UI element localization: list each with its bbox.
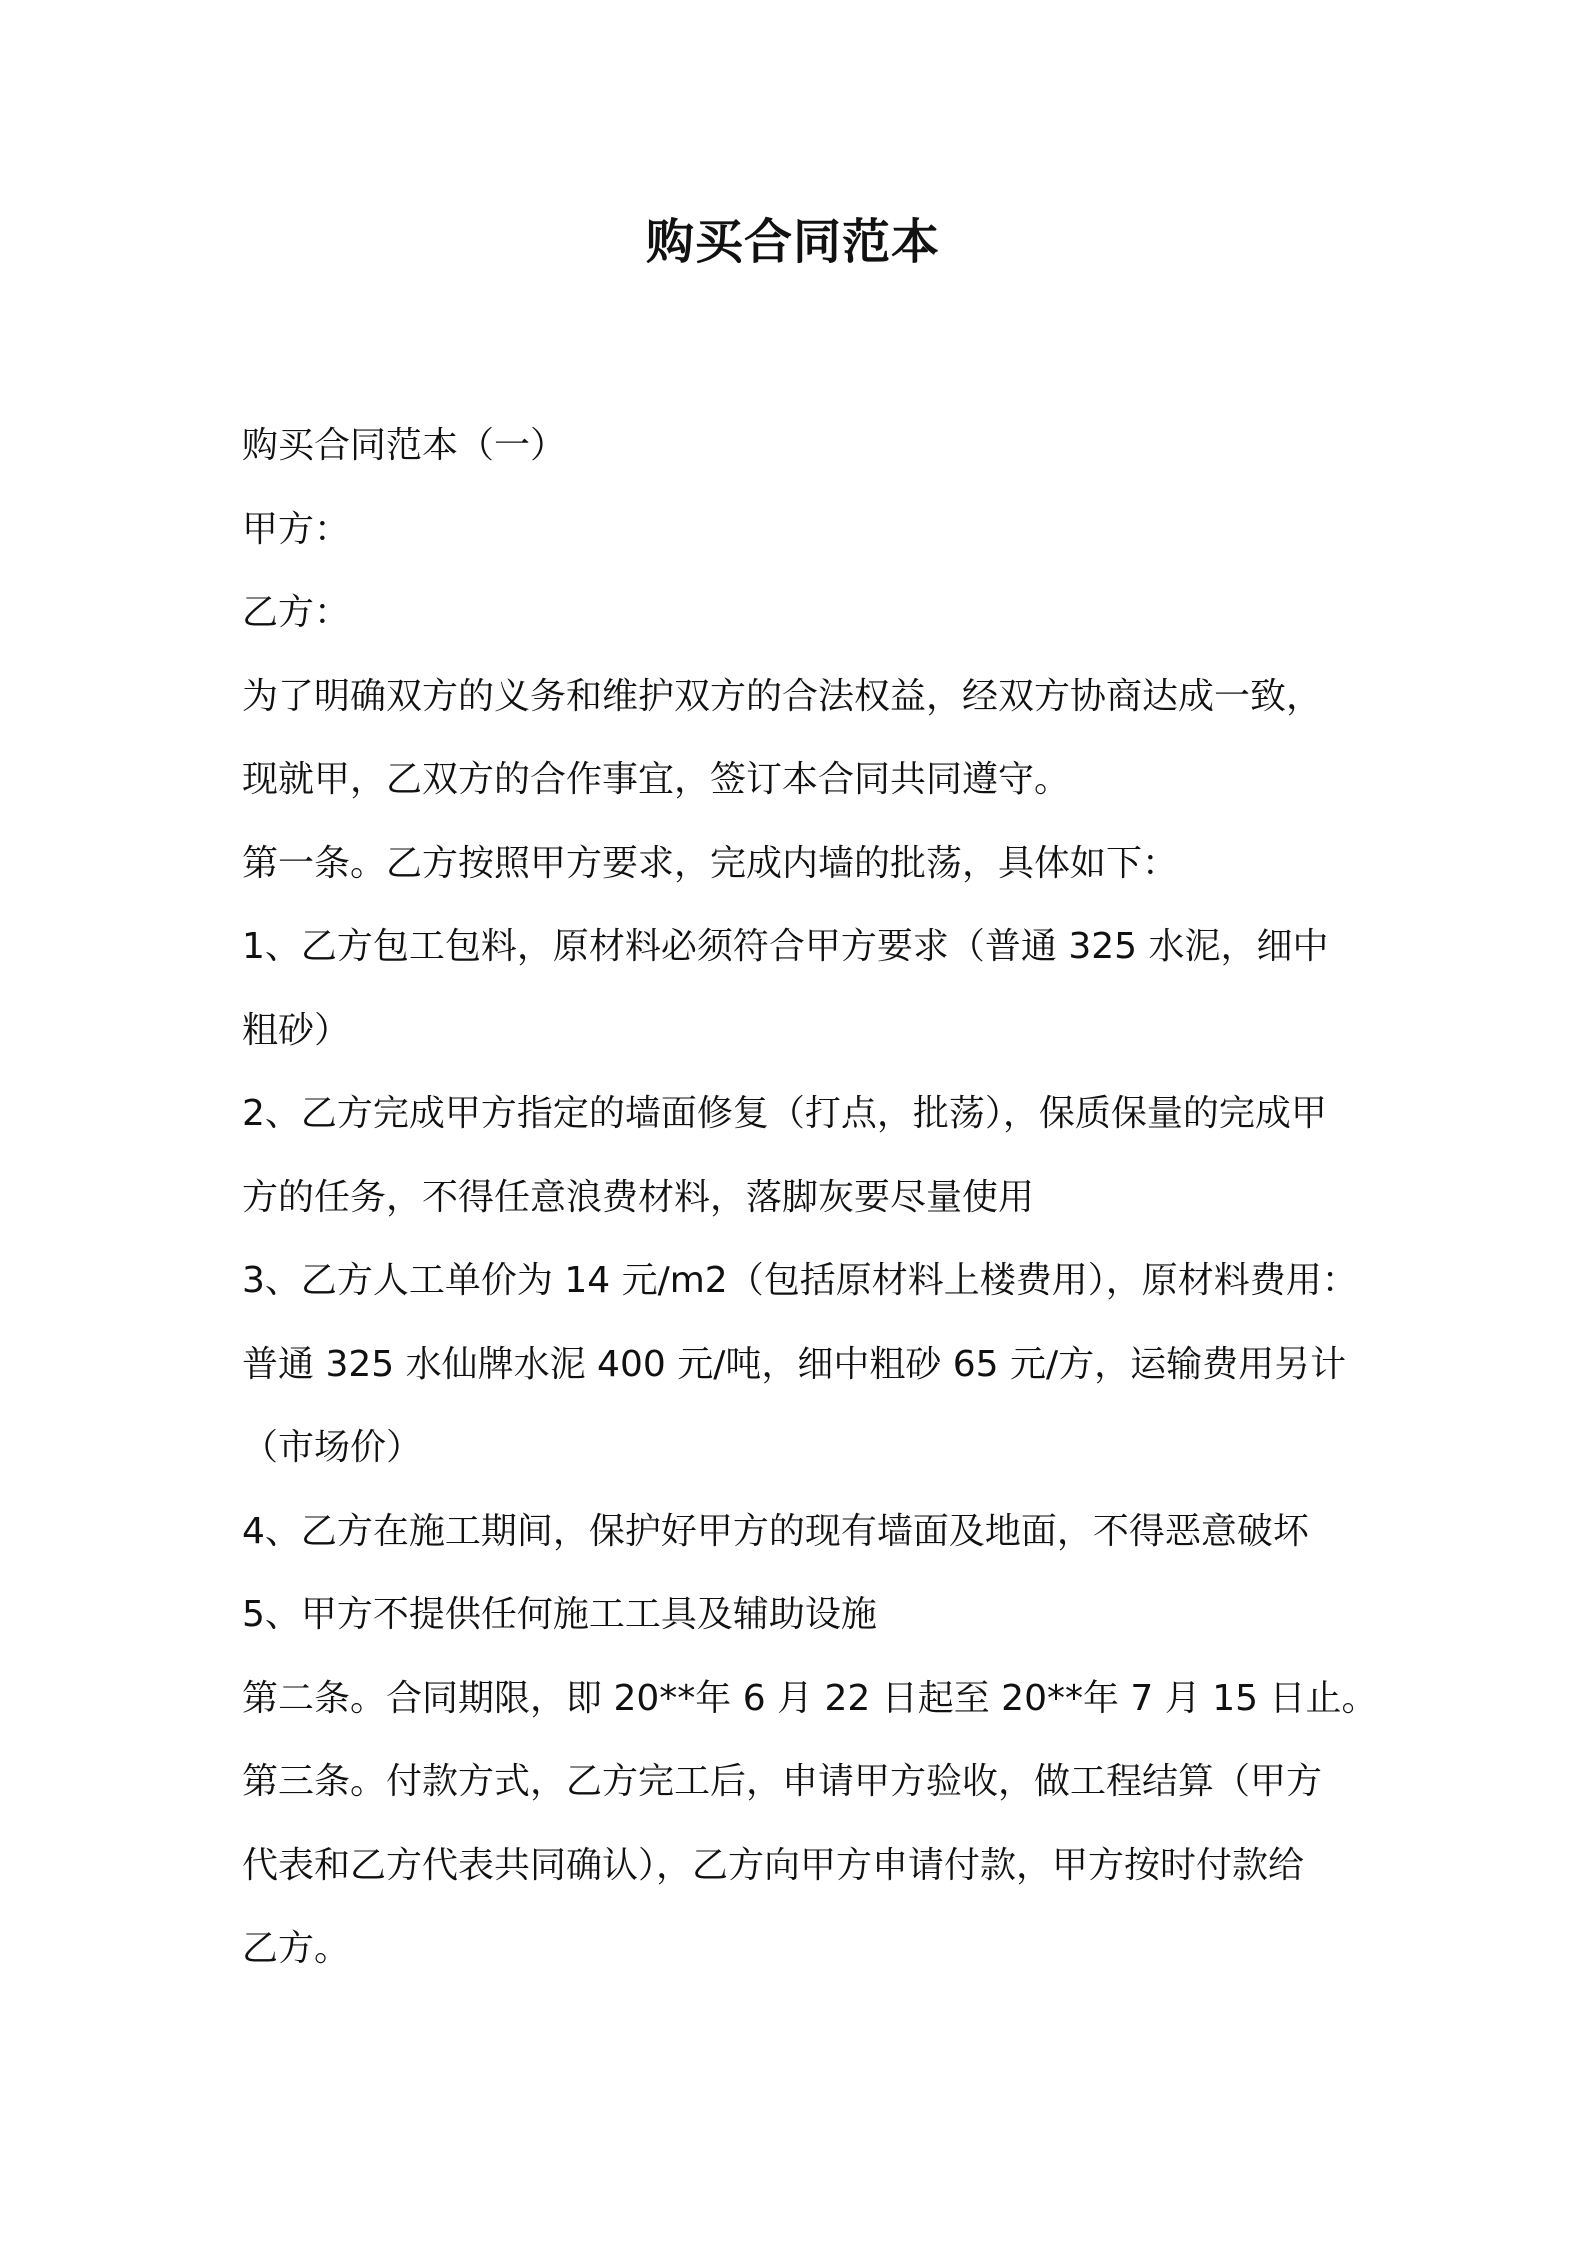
contract-body <box>242 404 1382 1991</box>
clause-5-line: 5、甲方不提供任何施工工具及辅助设施 <box>242 1594 877 1635</box>
clause-3-line-1: 3、乙方人工单价为 14 元/m2（包括原材料上楼费用），原材料费用： <box>242 1260 1358 1301</box>
document-title: 购买合同范本 <box>645 214 940 270</box>
article-3-line-1: 第三条。付款方式，乙方完工后，申请甲方验收，做工程结算（甲方 <box>242 1761 1323 1802</box>
clause-2-line-1: 2、乙方完成甲方指定的墙面修复（打点，批荡），保质保量的完成甲 <box>242 1093 1327 1134</box>
article-3-line-2: 代表和乙方代表共同确认），乙方向甲方申请付款，甲方按时付款给 <box>242 1844 1305 1886</box>
clause-2-line-2: 方的任务，不得任意浪费材料，落脚灰要尽量使用 <box>242 1176 1035 1218</box>
clause-3-line-2: 普通 325 水仙牌水泥 400 元/吨，细中粗砂 65 元/方，运输费用另计 <box>242 1343 1347 1385</box>
article-1-heading: 第一条。乙方按照甲方要求，完成内墙的批荡，具体如下： <box>242 842 1179 884</box>
article-3-line-3: 乙方。 <box>242 1928 351 1969</box>
clause-1-line-2: 粗砂） <box>242 1009 351 1051</box>
party-b-line: 乙方： <box>242 592 351 633</box>
clause-4-line: 4、乙方在施工期间，保护好甲方的现有墙面及地面，不得恶意破坏 <box>242 1510 1309 1552</box>
article-2-line: 第二条。合同期限，即 20**年 6 月 22 日起至 20**年 7 月 15 日止。 <box>242 1677 1378 1719</box>
party-a-line: 甲方： <box>242 508 351 550</box>
clause-1-line-1: 1、乙方包工包料，原材料必须符合甲方要求（普通 325 水泥，细中 <box>242 926 1329 967</box>
section-heading: 购买合同范本（一） <box>242 425 567 466</box>
preamble-line-2: 现就甲，乙双方的合作事宜，签订本合同共同遵守。 <box>242 759 1071 800</box>
preamble-line-1: 为了明确双方的义务和维护双方的合法权益，经双方协商达成一致， <box>242 675 1323 717</box>
clause-3-line-3: （市场价） <box>242 1427 423 1468</box>
